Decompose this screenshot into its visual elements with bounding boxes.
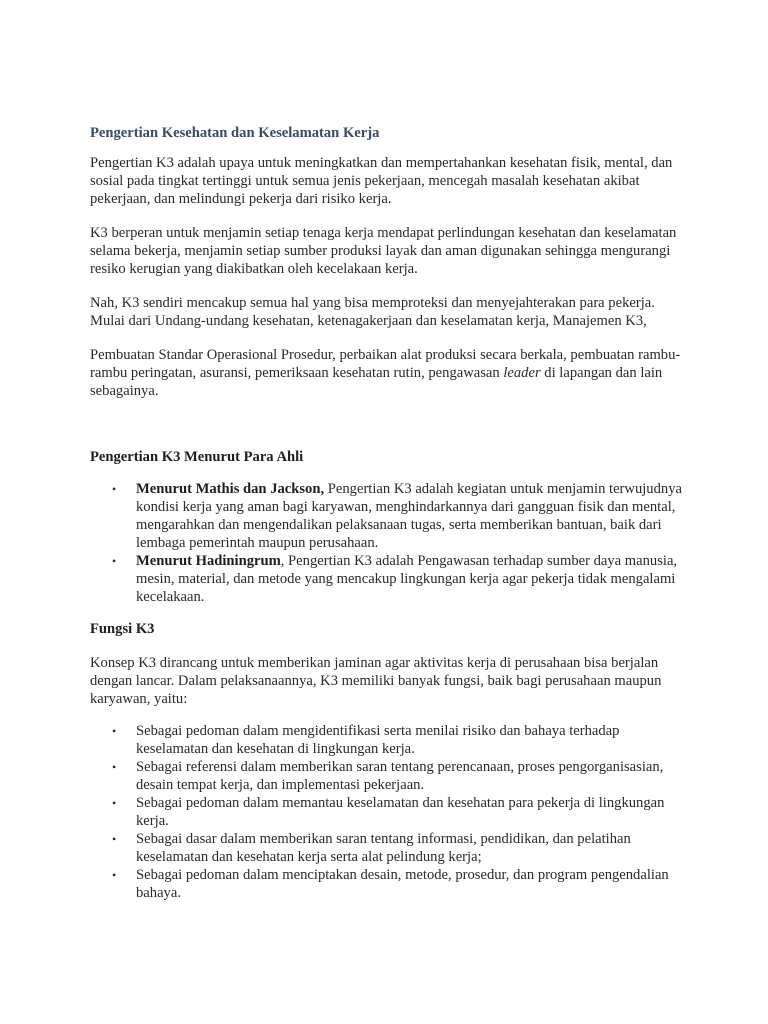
list-item (90, 722, 690, 758)
expert-name: Menurut Mathis dan Jackson, (136, 481, 325, 497)
section-heading-experts: Pengertian K3 Menurut Para Ahli (90, 449, 304, 465)
paragraph-procedures-tail: di lapangan dan lain sebagainya. (90, 365, 663, 399)
paragraph-role: K3 berperan untuk menjamin setiap tenaga kerja mendapat perlindungan kesehatan dan keselamatan selama bekerja, menjamin setiap sumber produksi layak dan aman digunakan sehingga mengurangi resiko kerugian yang diakibatkan oleh kecelakaan kerja. (90, 225, 677, 277)
expert-definition: , Pengertian K3 adalah Pengawasan terhadap sumber daya manusia, mesin, material, dan metode yang mencakup lingkungan kerja agar pekerja tidak mengalami kecelakaan. (136, 553, 678, 605)
paragraph-procedures-italic: leader (503, 365, 541, 381)
list-item (90, 866, 690, 902)
list-item (90, 552, 690, 606)
paragraph-procedures-text: Pembuatan Standar Operasional Prosedur, perbaikan alat produksi secara berkala, pembuatan rambu-rambu peringatan, asuransi, pemeriksaan kesehatan rutin, pengawasan (90, 347, 681, 381)
expert-definition: Pengertian K3 adalah kegiatan untuk menjamin terwujudnya kondisi kerja yang aman bagi karyawan, menghindarkannya dari gangguan fisik dan mental, mengarahkan dan mengendalikan pelaksanaan tugas, serta memberikan bantuan, baik dari lembaga pemerintah maupun perusahaan. (136, 481, 682, 551)
paragraph-scope: Nah, K3 sendiri mencakup semua hal yang bisa memproteksi dan menyejahterakan para pekerja. Mulai dari Undang-undang kesehatan, ketenagakerjaan dan keselamatan kerja, Manajemen K3, (90, 295, 655, 329)
bullet-icon: • (112, 760, 117, 774)
section-heading-functions: Fungsi K3 (90, 621, 155, 637)
document-page (90, 124, 690, 902)
function-text: Sebagai referensi dalam memberikan saran tentang perencanaan, proses pengorganisasian, desain tempat kerja, dan implementasi pekerjaan. (136, 759, 664, 793)
list-item (90, 480, 690, 552)
paragraph-procedures (90, 346, 690, 400)
function-text: Sebagai pedoman dalam memantau keselamatan dan kesehatan para pekerja di lingkungan kerja. (136, 795, 665, 829)
bullet-icon: • (112, 868, 117, 882)
bullet-icon: • (112, 796, 117, 810)
bullet-icon: • (112, 832, 117, 846)
bullet-icon: • (112, 554, 117, 568)
expert-name: Menurut Hadiningrum (136, 553, 281, 569)
function-text: Sebagai dasar dalam memberikan saran tentang informasi, pendidikan, dan pelatihan keselamatan dan kesehatan kerja serta alat pelindung kerja; (136, 831, 631, 865)
paragraph-functions-intro: Konsep K3 dirancang untuk memberikan jaminan agar aktivitas kerja di perusahaan bisa berjalan dengan lancar. Dalam pelaksanaannya, K3 memiliki banyak fungsi, baik bagi perusahaan maupun karyawan, yaitu: (90, 655, 662, 707)
list-item (90, 830, 690, 866)
function-text: Sebagai pedoman dalam menciptakan desain, metode, prosedur, dan program pengendalian bahaya. (136, 867, 669, 901)
bullet-icon: • (112, 724, 117, 738)
bullet-icon: • (112, 482, 117, 496)
list-item (90, 758, 690, 794)
list-item (90, 794, 690, 830)
functions-list (90, 722, 690, 902)
paragraph-definition: Pengertian K3 adalah upaya untuk meningkatkan dan mempertahankan kesehatan fisik, mental, dan sosial pada tingkat tertinggi untuk semua jenis pekerjaan, mencegah masalah kesehatan akibat pekerjaan, dan melindungi pekerja dari risiko kerja. (90, 155, 673, 207)
experts-list (90, 480, 690, 606)
document-heading: Pengertian Kesehatan dan Keselamatan Kerja (90, 125, 380, 141)
function-text: Sebagai pedoman dalam mengidentifikasi serta menilai risiko dan bahaya terhadap keselamatan dan kesehatan di lingkungan kerja. (136, 723, 620, 757)
